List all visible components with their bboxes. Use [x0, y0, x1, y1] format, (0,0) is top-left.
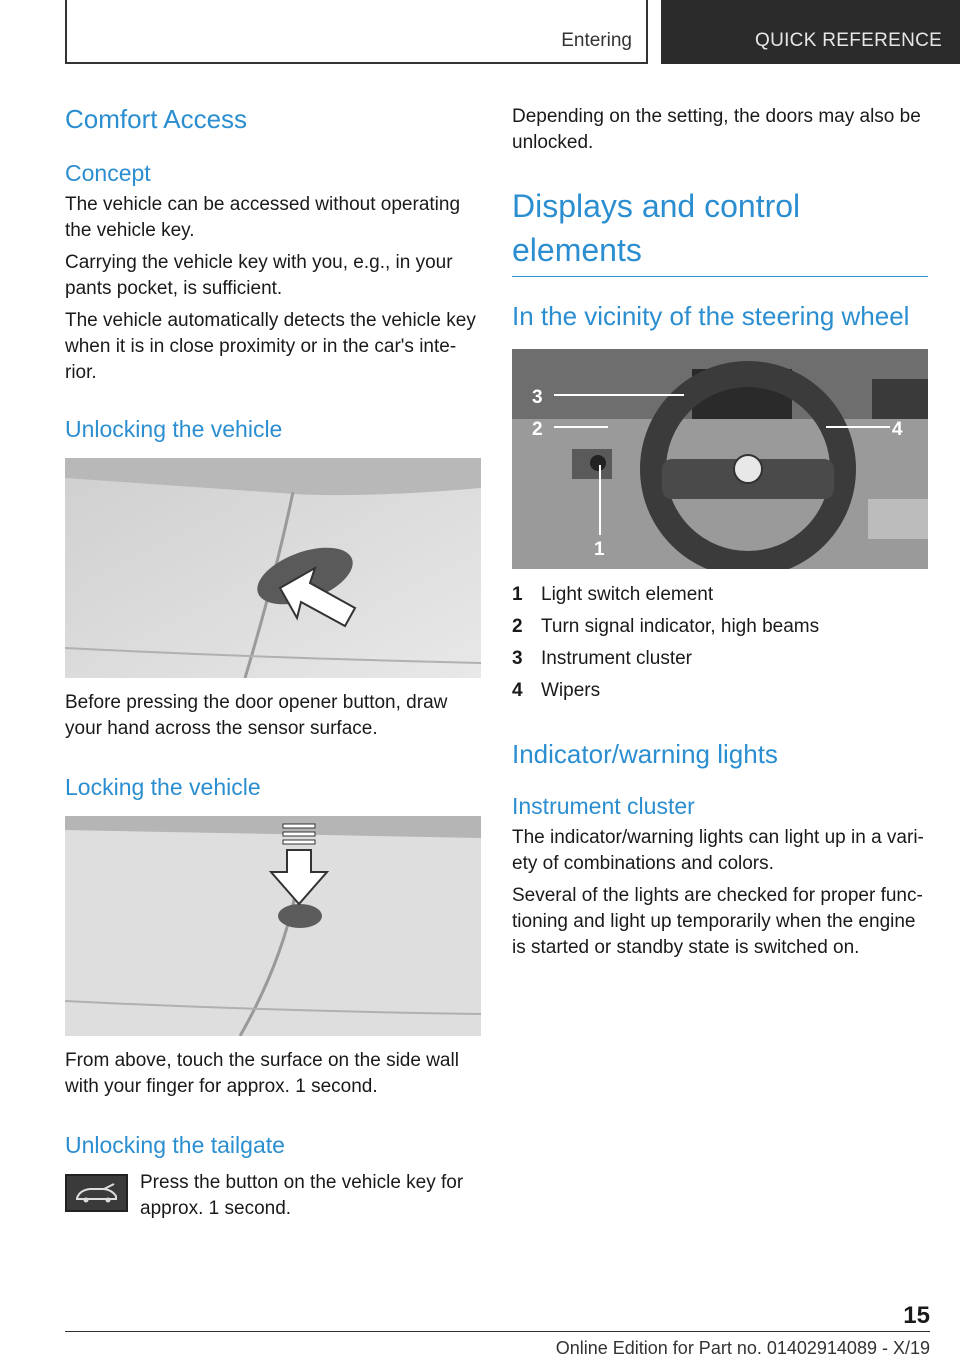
legend-item: [512, 675, 928, 707]
legend-label: Instrument cluster: [541, 648, 692, 669]
door-handle-lock-photo: [65, 816, 481, 1036]
callout-4: 4: [892, 419, 903, 440]
concept-heading: Concept: [65, 160, 151, 186]
lock-illustration: [65, 816, 481, 1036]
callout-1: 1: [594, 539, 605, 560]
right-column: [512, 100, 928, 961]
header-section-title: Entering: [561, 30, 632, 51]
legend-label: Light switch element: [541, 584, 714, 605]
header-left-box: [65, 0, 648, 64]
instrument-cluster-heading: Instrument cluster: [512, 793, 695, 819]
unlock-instruction: Before pressing the door opener button, draw your hand across the sensor surface.: [65, 692, 448, 739]
bmw-logo-icon: [734, 455, 762, 483]
page-number: 15: [903, 1302, 930, 1329]
concept-paragraph-1: The vehicle can be accessed without operating the vehicle key.: [65, 194, 461, 241]
legend-number: 3: [512, 648, 523, 669]
left-column: [65, 100, 481, 1222]
legend-number: 2: [512, 616, 523, 637]
header-chapter-title: QUICK REFERENCE: [755, 30, 943, 51]
footer-divider: [65, 1331, 930, 1332]
cluster-paragraph-2: Several of the lights are checked for proper func‐tioning and light up temporarily when the engine is started or standby state is switched on.: [512, 885, 923, 958]
displays-controls-heading: Displays and control elements: [512, 184, 928, 277]
steering-wheel-photo: [512, 349, 928, 569]
callout-2: 2: [532, 419, 543, 440]
footer-edition: Online Edition for Part no. 01402914089 - X/19: [555, 1338, 930, 1358]
unlock-illustration: [65, 458, 481, 678]
callout-3: 3: [532, 387, 543, 408]
legend-list: [512, 579, 928, 707]
legend-label: Wipers: [541, 680, 601, 701]
lock-instruction: From above, touch the surface on the side wall with your finger for approx. 1 second.: [65, 1050, 459, 1097]
legend-item: [512, 611, 928, 643]
door-handle-unlock-photo: [65, 458, 481, 678]
legend-item: [512, 643, 928, 675]
concept-paragraph-2: Carrying the vehicle key with you, e.g., in your pants pocket, is sufficient.: [65, 252, 453, 299]
tailgate-instruction: Press the button on the vehicle key for approx. 1 second.: [140, 1172, 464, 1219]
car-trunk-icon: [65, 1174, 128, 1212]
locking-vehicle-heading: Locking the vehicle: [65, 774, 261, 800]
unlocking-tailgate-heading: Unlocking the tailgate: [65, 1132, 285, 1158]
legend-label: Turn signal indicator, high beams: [541, 616, 820, 637]
comfort-access-heading: Comfort Access: [65, 104, 248, 134]
tailgate-instruction-row: [65, 1170, 481, 1222]
indicator-lights-heading: Indicator/warning lights: [512, 739, 778, 769]
steering-wheel-heading: In the vicinity of the steering wheel: [512, 301, 910, 331]
legend-number: 1: [512, 584, 523, 605]
header-chapter-tab: [661, 0, 960, 64]
concept-paragraph-3: The vehicle automatically detects the vehicle key when it is in close proximity or in the car's inte‐rior.: [65, 310, 476, 383]
unlocking-vehicle-heading: Unlocking the vehicle: [65, 416, 283, 442]
legend-item: [512, 579, 928, 611]
steering-wheel-illustration: [512, 349, 928, 569]
cluster-paragraph-1: The indicator/warning lights can light up in a vari‐ety of combinations and colors.: [512, 827, 924, 874]
doors-unlock-note: Depending on the setting, the doors may also be unlocked.: [512, 106, 921, 153]
legend-number: 4: [512, 680, 523, 701]
